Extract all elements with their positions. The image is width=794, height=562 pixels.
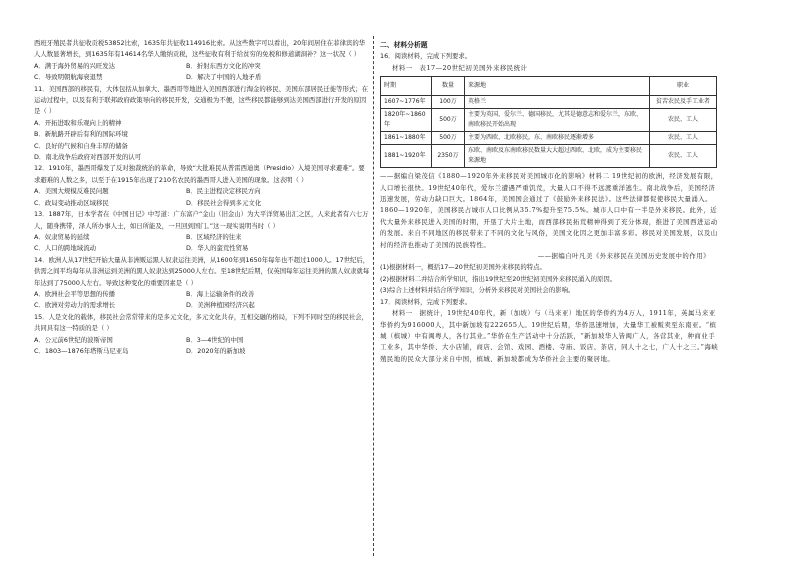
- cell-count: 2350万: [432, 145, 465, 168]
- cell-origin: 东欧、南欧及东南欧移民数量大大超过西欧、北欧，成为主要移民来源地: [465, 145, 650, 168]
- q12-stem: 12．1910年，墨西哥爆发了反对独裁统治的革命，导致“大批难民从普雷西迪奥（Presidio）入境美国寻求避难”。要求避难的人数之多，以至于在1915年出现了210名农民的墨西哥人进入美国的现象。这表明（ ）: [34, 164, 365, 184]
- section-title: 二、材料分析题: [380, 41, 428, 49]
- cell-period: 1881~1920年: [381, 145, 432, 168]
- cell-period: 1607~1776年: [381, 96, 432, 109]
- right-column: [380, 38, 720, 365]
- q15-option-b: B．3—4世纪的中国: [186, 335, 244, 344]
- q14-option-d: D．美洲种植园经济兴起: [186, 301, 255, 310]
- q14-options: [34, 289, 370, 312]
- table-row: [381, 145, 717, 168]
- q12-option-a: A．美国大规模反难民问题: [34, 187, 109, 196]
- q11-option-c: C．良好的气候和自身丰厚的储备: [34, 141, 128, 150]
- q13-option-d: D．华人的蛮荒性贸易: [186, 244, 249, 253]
- header-origin: 来源地: [465, 77, 650, 96]
- q15-option-a: A．公元前6世纪的波斯帝国: [34, 335, 113, 344]
- q17-material: 材料一 据统计，19世纪40年代，新（加坡）与（马来亚）地区的华侨约为4万人，1911年，英属马来亚华侨约为916000人，其中新加坡有222655人。19世纪后期，华侨迅速增加，大量华工被贩卖至东南亚。“槟城（槟城）中有闽粤人，各行其业。”华侨在生产活动中十分活跃，“新加坡华人皆闽广人，各营其业，种商业手工业多，其中华侨、大小店铺，商店、会馆、戏园、酒楼、寺庙、饭店、茶店，同人十之七，广人十之三。”海峡殖民地的民众大部分来自中国，槟城、新加坡都成为华侨社会主要的聚居地。: [380, 309, 719, 363]
- table-title: 材料一 表17—20世纪初美国外来移民统计: [392, 63, 528, 72]
- q16-requirement-2: (2)根据材料二并结合所学知识，指出19世纪至20世纪初美国外来移民涌入的原因。: [380, 274, 617, 283]
- q13-option-a: A．奴隶贸易的延续: [34, 232, 90, 241]
- q16-stem: 16．阅读材料，完成下列要求。: [380, 52, 472, 61]
- cell-occupation: 农民、工人: [650, 145, 717, 168]
- cell-count: 100万: [432, 96, 465, 109]
- q10-options: [34, 61, 370, 84]
- q15-stem: 15．人是文化的载体，移民社会常常带来的是多元文化，多元文化共存，互相交融的格局，下列不同时空的移民社会，共同具有这一特质的是（ ）: [34, 312, 369, 333]
- table-row: [381, 132, 717, 145]
- q12-options: [34, 186, 370, 209]
- q14-option-c: C．欧洲对劳动力的需求增长: [34, 301, 116, 310]
- header-occupation: 职业: [650, 77, 717, 96]
- q11-option-a: A．开拓进取和乐观向上的精神: [34, 118, 122, 127]
- q10-option-b: B．折射东西方文化的冲突: [186, 61, 261, 70]
- q14-stem: 14．欧洲人从17世纪开始大量从非洲贩运黑人奴隶运往美洲，从1600年到1650年每年也不超过1000人。17世纪后，供需之间平均每年从非洲运到美洲的黑人奴隶达到25000人左右。至18世纪后期，仅英国每年运往美洲的黑人奴隶就每年达到了75000人左右。导致这种变化的重要因素是（ ）: [34, 255, 370, 287]
- q10-continuation: 西班牙殖民者共征收贡税53852比索，1635年共征收114916比索。从这些数字可以看出，20年间居住在菲律宾的华人人数显著增长，到1635年有14614名华人缴纳贡税，这些征收有利于给贫穷的免税和修道湖洞补？这一状况（ ）: [34, 39, 366, 59]
- column-divider: [373, 36, 374, 556]
- q14-option-a: A．欧洲社会平等思想的传播: [34, 289, 116, 298]
- cell-occupation: 农民、工人: [650, 132, 717, 145]
- q16-requirement-1: (1)根据材料一，概括17—20世纪初美国外来移民的特点。: [380, 263, 546, 272]
- q10-option-d: D．解决了中国的人地矛盾: [186, 73, 262, 82]
- q16-requirement-3: (3)综合上述材料并结合所学知识，分析外来移民对美国社会的影响。: [380, 286, 575, 295]
- q13-option-c: C．人口的跨地域流动: [34, 244, 96, 253]
- q13-options: [34, 232, 370, 255]
- cell-origin: 英格兰: [465, 96, 650, 109]
- cell-count: 500万: [432, 132, 465, 145]
- q15-option-c: C．1803—1876年塔斯马尼亚岛: [34, 346, 129, 355]
- material-two-text: ——据编自梁茂信《1880—1920年外来移民对美国城市化的影响》材料二 19世纪初的欧洲，经济发展有限，人口增长很快。19世纪40年代，爱尔兰遭遇严重饥荒，大量人口不得不远渡重洋逃生。南北战争后，美国经济迅速发展，劳动力缺口巨大。1864年，美国国会通过了《鼓励外来移民法》。这些法律都促使移民大量涌入。1860—1920年，美国移民占城市人口比例从35.7%提升至75.5%。城市人口中有一半是外来移民。此外，近代大量外来移民进入美国的时期，开垦了大片土地，而西部移民拓荒精神得到了充分体现，推进了美国西进运动的发展。来自不同地区的移民带来了不同的文化与风俗，美国文化因之更加丰富多彩。移民对美国发展，以及山村的经济也推动了美国的民族特性。: [380, 172, 718, 249]
- left-column: [34, 38, 370, 357]
- q13-stem: 13．1887年，日本学者在《中国日记》中写道：广东富户“金山（旧金山）为大平洋贸易出汇之区，人来此者有六七万人，随身携带，泽人所办事人士，如日所能及，一旦回到国门。”这一现实说明当时（ ）: [34, 210, 369, 230]
- table-row: [381, 96, 717, 109]
- immigration-table: [380, 76, 717, 168]
- q14-option-b: B．海上运输条件的改善: [186, 289, 255, 298]
- q15-options: [34, 335, 370, 358]
- table-row: [381, 109, 717, 132]
- table-header-row: [381, 77, 717, 96]
- q10-option-a: A．满于海外贸易的兴旺发达: [34, 61, 116, 70]
- q15-option-d: D．2020年的新加坡: [186, 346, 246, 355]
- q13-option-b: B．区域经济的往来: [186, 232, 242, 241]
- material-source: ——据编自叶凡美《外来移民在美国历史发展中的作用》: [537, 252, 710, 261]
- cell-origin: 主要为西欧、北欧移民，东、南欧移民逐渐增多: [465, 132, 650, 145]
- cell-origin: 主要为英国、爱尔兰、德国移民，尤其是德意志和爱尔兰，东欧、南欧移民开始出现: [465, 109, 650, 132]
- cell-period: 1861~1880年: [381, 132, 432, 145]
- q12-option-c: C．政局变动推动区域移民: [34, 198, 109, 207]
- q12-option-b: B．民主进程决定移民方向: [186, 187, 261, 196]
- q11-option-d: D．南北战争后政府对西部开发的认可: [34, 153, 142, 162]
- cell-occupation: 贫苦农民及手工业者: [650, 96, 717, 109]
- cell-occupation: 农民、工人: [650, 109, 717, 132]
- header-count: 数量: [432, 77, 465, 96]
- cell-count: 500万: [432, 109, 465, 132]
- q11-options: [34, 118, 370, 164]
- q17-stem: 17．阅读材料，完成下列要求。: [380, 297, 472, 306]
- header-period: 时期: [381, 77, 432, 96]
- q11-stem: 11．美国西部的移民有，大体包括从加拿大、墨西哥等地进入美国西部进行淘金的移民、美国东部居民迁徙等形式；在运动过程中，以及有利于联邦政府政策导向的移民开发，交通极为不便，这些移民都能够到达美国西部进行开发的原因是（ ）: [34, 84, 369, 116]
- cell-period: 1820年~1860年: [381, 109, 432, 132]
- q11-option-b: B．新航路开辟后有利的国际环境: [34, 130, 128, 139]
- q10-option-c: C．导致明朝航海衰退禁: [34, 73, 103, 82]
- q12-option-d: D．移民社会得到多元文化: [186, 198, 262, 207]
